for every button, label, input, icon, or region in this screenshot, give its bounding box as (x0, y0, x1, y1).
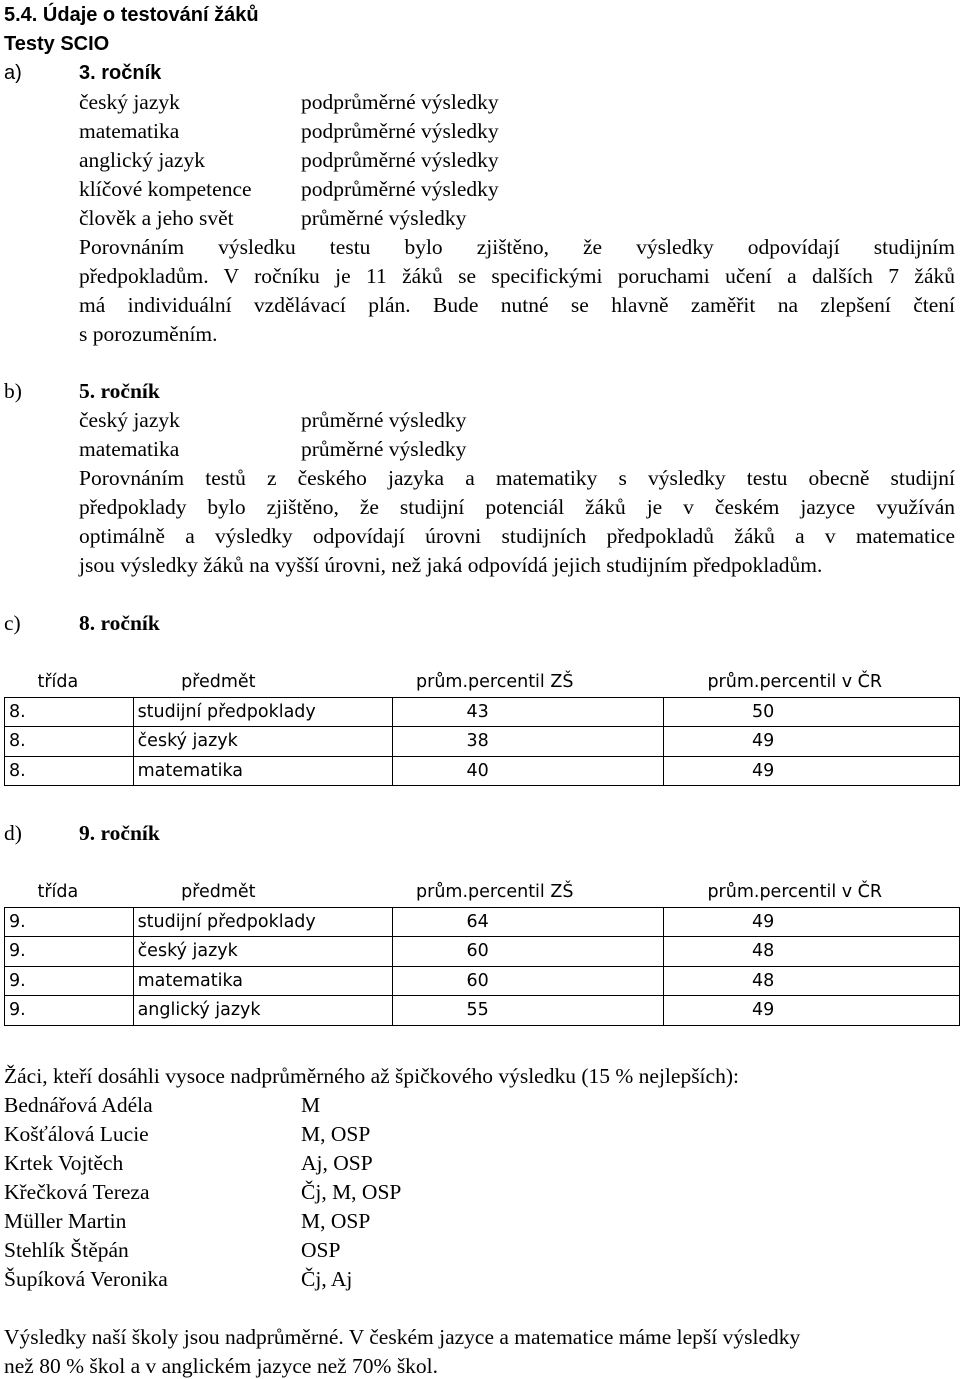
cell-percentile-cr: 49 (663, 996, 959, 1026)
cell-subject: český jazyk (133, 727, 392, 757)
top-students-intro: Žáci, kteří dosáhli vysoce nadprůměrného až špičkového výsledku (15 % nejlepších): (4, 1064, 739, 1088)
table-row (5, 697, 960, 727)
section-title: 5.4. Údaje o testování žáků (4, 4, 259, 26)
cell-percentile-school: 55 (392, 996, 663, 1026)
result-subject: anglický jazyk (79, 148, 205, 172)
cell-percentile-cr: 50 (663, 697, 959, 727)
cell-class: 8. (5, 697, 134, 727)
student-name: Bednářová Adéla (4, 1093, 153, 1117)
paragraph-line: předpoklady bylo zjištěno, že studijní potenciál žáků je v českém jazyce využíván (79, 495, 955, 519)
result-subject: český jazyk (79, 90, 180, 114)
cell-subject: matematika (133, 966, 392, 996)
column-header: třída (5, 668, 134, 697)
cell-percentile-school: 38 (392, 727, 663, 757)
column-header: předmět (133, 878, 392, 907)
student-name: Stehlík Štěpán (4, 1238, 129, 1262)
result-subject: matematika (79, 119, 180, 143)
cell-subject: matematika (133, 756, 392, 786)
cell-percentile-cr: 49 (663, 727, 959, 757)
cell-percentile-cr: 49 (663, 756, 959, 786)
table-row (5, 727, 960, 757)
paragraph-line: má individuální vzdělávací plán. Bude nutné se hlavně zaměřit na zlepšení čtení (79, 293, 955, 317)
column-header: předmět (133, 668, 392, 697)
paragraph-line: Porovnáním výsledku testu bylo zjištěno, že výsledky odpovídají studijním (79, 235, 955, 259)
cell-class: 9. (5, 966, 134, 996)
cell-percentile-cr: 49 (663, 907, 959, 937)
result-value: průměrné výsledky (301, 206, 467, 230)
student-name: Křečková Tereza (4, 1180, 150, 1204)
part-b-marker: b) (4, 379, 22, 403)
student-subjects: M, OSP (301, 1122, 371, 1146)
column-header: prům.percentil v ČR (663, 668, 959, 697)
paragraph-line: jsou výsledky žáků na vyšší úrovni, než jaká odpovídá jejich studijním předpokladům. (79, 553, 823, 577)
part-d-marker: d) (4, 821, 22, 845)
conclusion-line: Výsledky naší školy jsou nadprůměrné. V českém jazyce a matematice máme lepší výsledky (4, 1325, 801, 1349)
cell-subject: studijní předpoklady (133, 907, 392, 937)
part-c-heading: 8. ročník (79, 611, 160, 635)
cell-class: 9. (5, 996, 134, 1026)
student-name: Müller Martin (4, 1209, 127, 1233)
result-subject: klíčové kompetence (79, 177, 252, 201)
cell-percentile-school: 64 (392, 907, 663, 937)
result-subject: český jazyk (79, 408, 180, 432)
paragraph-line: s porozuměním. (79, 322, 218, 346)
column-header: prům.percentil ZŠ (392, 668, 663, 697)
subtitle: Testy SCIO (4, 33, 110, 55)
part-a-heading: 3. ročník (79, 62, 162, 84)
paragraph-line: optimálně a výsledky odpovídají úrovni studijních předpokladů žáků a v matematice (79, 524, 955, 548)
grade-9-table (4, 878, 960, 1026)
result-subject: člověk a jeho svět (79, 206, 234, 230)
paragraph-line: Porovnáním testů z českého jazyka a matematiky s výsledky testu obecně studijní (79, 466, 955, 490)
grade-8-table (4, 668, 960, 786)
result-value: průměrné výsledky (301, 437, 467, 461)
student-subjects: Aj, OSP (301, 1151, 373, 1175)
table-row (5, 756, 960, 786)
cell-percentile-cr: 48 (663, 966, 959, 996)
student-name: Košťálová Lucie (4, 1122, 149, 1146)
student-name: Krtek Vojtěch (4, 1151, 124, 1175)
cell-class: 9. (5, 907, 134, 937)
part-d-heading: 9. ročník (79, 821, 160, 845)
cell-percentile-cr: 48 (663, 937, 959, 967)
column-header: třída (5, 878, 134, 907)
cell-percentile-school: 40 (392, 756, 663, 786)
result-value: průměrné výsledky (301, 408, 467, 432)
cell-subject: český jazyk (133, 937, 392, 967)
student-subjects: M, OSP (301, 1209, 371, 1233)
cell-subject: anglický jazyk (133, 996, 392, 1026)
cell-percentile-school: 60 (392, 937, 663, 967)
student-subjects: M (301, 1093, 321, 1117)
student-subjects: OSP (301, 1238, 341, 1262)
part-c-marker: c) (4, 611, 21, 635)
table-header-row (5, 878, 960, 907)
table-row (5, 937, 960, 967)
table-row (5, 966, 960, 996)
result-value: podprůměrné výsledky (301, 148, 499, 172)
column-header: prům.percentil ZŠ (392, 878, 663, 907)
student-subjects: Čj, M, OSP (301, 1180, 402, 1204)
cell-class: 9. (5, 937, 134, 967)
table-row (5, 996, 960, 1026)
student-name: Šupíková Veronika (4, 1267, 168, 1291)
student-subjects: Čj, Aj (301, 1267, 353, 1291)
cell-subject: studijní předpoklady (133, 697, 392, 727)
part-b-heading: 5. ročník (79, 379, 160, 403)
result-subject: matematika (79, 437, 180, 461)
cell-percentile-school: 60 (392, 966, 663, 996)
result-value: podprůměrné výsledky (301, 177, 499, 201)
column-header: prům.percentil v ČR (663, 878, 959, 907)
result-value: podprůměrné výsledky (301, 119, 499, 143)
part-a-marker: a) (4, 62, 22, 84)
cell-class: 8. (5, 727, 134, 757)
table-row (5, 907, 960, 937)
paragraph-line: předpokladům. V ročníku je 11 žáků se specifickými poruchami učení a dalších 7 žáků (79, 264, 955, 288)
cell-class: 8. (5, 756, 134, 786)
table-header-row (5, 668, 960, 697)
conclusion-line: než 80 % škol a v anglickém jazyce než 70% škol. (4, 1354, 439, 1378)
result-value: podprůměrné výsledky (301, 90, 499, 114)
cell-percentile-school: 43 (392, 697, 663, 727)
